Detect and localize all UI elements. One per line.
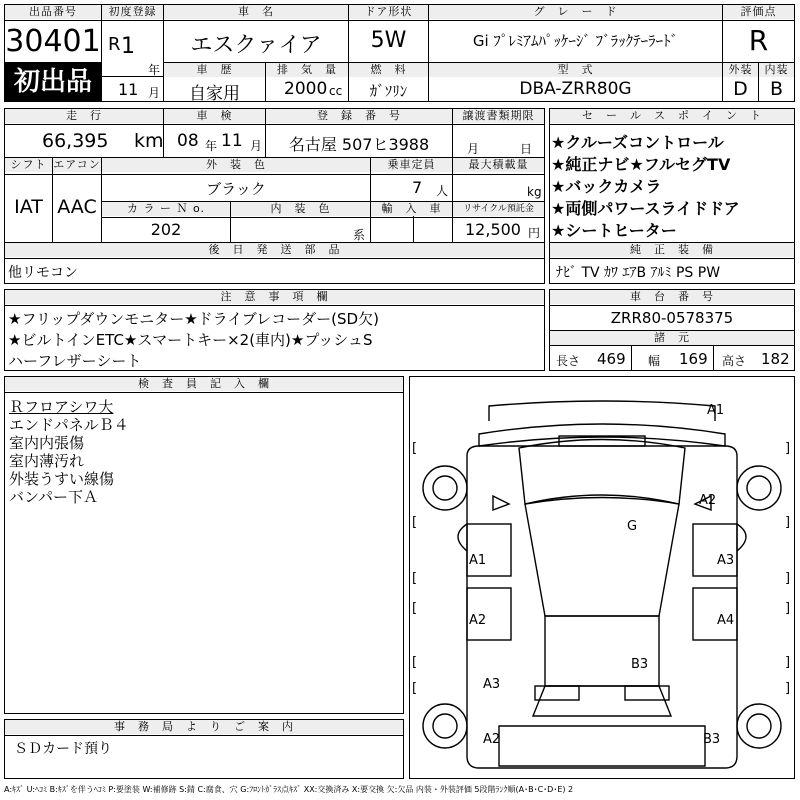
tailgate (499, 726, 705, 766)
fuel-label: 燃 料 (349, 63, 428, 77)
inspection-year: 08 (177, 131, 199, 151)
legend: A:ｷｽﾞ U:ﾍｺﾐ B:ｷｽﾞを伴うﾍｺﾐ P:要塗装 W:補修跡 S:錆 C:腐食、穴 G:ﾌﾛﾝﾄｶﾞﾗｽ点ｷｽﾞ XX:交換済み X:要交換 欠:欠品 内装・外装評価 5段階ﾗﾝｸ順(A･B･C･D･E) 2 (4, 785, 574, 794)
grade-label: グ レ ー ド (429, 5, 722, 19)
note-line: ★ビルトインETC★スマートキー×2(車内)★プッシュS (8, 331, 373, 349)
right-front-door (693, 524, 737, 576)
inspector-line: 室内内張傷 (9, 434, 85, 452)
mirror-left (493, 496, 509, 510)
wheel-fr (737, 466, 781, 510)
sales-point: ★クルーズコントロール (551, 133, 724, 152)
mileage-label: 走 行 (5, 109, 163, 123)
note-line: ハーフレザーシート (8, 352, 142, 370)
first-listing-badge: 初出品 (5, 63, 101, 101)
displacement: 2000 (284, 79, 328, 99)
height: 182 (761, 350, 790, 368)
plate-label: 登 録 番 号 (266, 109, 452, 123)
wheel-fl (423, 466, 467, 510)
capacity-unit: 人 (436, 184, 449, 198)
note-line: ★フリップダウンモニター★ドライブレコーダー(SD欠) (8, 310, 379, 328)
width-label: 幅 (648, 354, 661, 368)
damage-mark: G (627, 519, 638, 534)
car-name: エスクァイア (190, 33, 322, 58)
km-unit: km (134, 130, 164, 152)
bracket: ] (785, 571, 791, 586)
damage-mark: A4 (717, 613, 735, 628)
ac: AAC (57, 196, 97, 218)
sales-point: ★シートヒーター (551, 221, 677, 240)
rating-label: 評価点 (723, 5, 794, 19)
bracket: [ (412, 515, 418, 530)
inspector-line: 外装うすい線傷 (9, 470, 115, 488)
car-name-label: 車 名 (164, 5, 348, 19)
plate-number: 名古屋 507ヒ3988 (288, 135, 430, 154)
front-panel (479, 424, 725, 446)
era: R (108, 34, 121, 55)
damage-mark: A3 (483, 677, 501, 692)
load-unit: kg (527, 185, 542, 199)
bracket: ] (785, 441, 791, 456)
recycle-label: リサイクル預託金 (453, 202, 544, 216)
notes-label: 注 意 事 項 欄 (5, 290, 544, 304)
sales-point: ★バックカメラ (551, 177, 662, 196)
first-reg-label: 初度登録 (102, 5, 163, 19)
sales-points-label: セ ー ル ス ポ イ ン ト (550, 109, 794, 123)
bracket: [ (412, 441, 418, 456)
history-label: 車 歴 (164, 63, 265, 77)
inspection-month: 11 (221, 131, 243, 151)
inspection-month-unit: 月 (250, 139, 263, 153)
office-label: 事 務 局 よ り ご 案 内 (5, 720, 403, 734)
exterior-color: ブラック (206, 180, 266, 198)
later-parts: 他リモコン (8, 265, 78, 281)
model-label: 型 式 (429, 63, 722, 77)
cc-unit: cc (329, 84, 343, 98)
chassis-label: 車 台 番 号 (550, 290, 794, 304)
bracket: [ (412, 571, 418, 586)
ac-label: エアコン (53, 158, 101, 171)
color-label: 外 装 色 (102, 158, 370, 172)
office-note: ＳＤカード預り (14, 741, 112, 757)
inspector-line: Ｒフロアシワ大 (9, 398, 114, 416)
damage-mark: A1 (469, 553, 487, 568)
inspector-line: エンドパネルＢ４ (9, 416, 129, 434)
door-type: 5W (370, 28, 407, 53)
equipment: ﾅﾋﾞ TV ｶﾜ ｴｱB ｱﾙﾐ PS PW (556, 265, 721, 281)
car-diagram-svg (409, 376, 795, 779)
import-label: 輸 入 車 (371, 202, 452, 216)
inspector-label: 検 査 員 記 入 欄 (5, 377, 403, 391)
grade: Gi ﾌﾟﾚﾐｱﾑﾊﾟｯｹｰｼﾞ ﾌﾞﾗｯｸﾃｰﾗｰﾄﾞ (472, 32, 679, 50)
damage-mark: B3 (703, 732, 721, 747)
damage-mark: A2 (483, 732, 501, 747)
year-unit: 年 (148, 63, 161, 77)
max-load-label: 最大積載量 (453, 158, 544, 172)
int-grade: B (769, 78, 784, 100)
inspector-line: バンパー下Ａ (9, 488, 98, 506)
inspection-year-unit: 年 (205, 139, 218, 153)
damage-mark: A3 (717, 553, 735, 568)
bracket: [ (412, 655, 418, 670)
damage-mark: B3 (631, 657, 649, 672)
width: 169 (679, 350, 708, 368)
reg-month: 11 (118, 80, 139, 99)
rear-window (533, 686, 671, 716)
shift: IAT (14, 196, 43, 218)
bracket: [ (412, 681, 418, 696)
bracket: ] (785, 655, 791, 670)
front-bumper (489, 401, 715, 421)
bracket: ] (785, 601, 791, 616)
damage-mark: A2 (699, 493, 717, 508)
interior-color-label: 内 装 色 (231, 202, 370, 216)
fuel: ｶﾞｿﾘﾝ (369, 82, 408, 100)
dimensions-label: 諸 元 (550, 331, 794, 345)
model-code: DBA-ZRR80G (519, 79, 632, 99)
damage-mark: A1 (707, 403, 725, 418)
color-number-label: カ ラ ー Ｎ o. (102, 202, 230, 216)
left-front-door (467, 524, 511, 576)
color-number: 202 (150, 220, 182, 239)
damage-mark: A2 (469, 613, 487, 628)
sales-point: ★両側パワースライドドア (551, 199, 740, 218)
wheel-rl (423, 704, 467, 748)
length: 469 (597, 350, 626, 368)
later-parts-label: 後 日 発 送 部 品 (5, 243, 544, 257)
length-label: 長さ (556, 354, 581, 368)
capacity-label: 乗車定員 (371, 158, 452, 172)
lot-label: 出品番号 (5, 5, 101, 19)
door-label: ドア形状 (349, 5, 428, 19)
docs-deadline-label: 譲渡書類期限 (453, 109, 544, 123)
inspector-line: 室内薄汚れ (9, 452, 85, 470)
equipment-label: 純 正 装 備 (550, 243, 794, 257)
ext-grade-label: 外装 (723, 63, 758, 77)
capacity: 7 (412, 178, 423, 197)
shift-label: シフト (5, 158, 52, 172)
docs-day: 日 (520, 142, 533, 156)
roof (545, 616, 659, 686)
height-label: 高さ (722, 354, 747, 368)
recycle-fee: 12,500 (465, 220, 521, 239)
lot-number: 30401 (5, 24, 101, 59)
divider (4, 20, 795, 21)
interior-color-unit: 系 (353, 228, 366, 242)
bracket: ] (785, 515, 791, 530)
month-unit: 月 (148, 86, 161, 100)
inspection-label: 車 検 (164, 109, 265, 123)
history: 自家用 (189, 84, 240, 104)
chassis-number: ZRR80-0578375 (610, 309, 734, 327)
int-grade-label: 内装 (759, 63, 794, 77)
era-year: 1 (121, 34, 135, 59)
mileage: 66,395 (42, 130, 109, 152)
wheel-rr (737, 704, 781, 748)
yen-unit: 円 (528, 226, 541, 240)
sales-point: ★純正ナビ★フルセグTV (551, 155, 731, 174)
displacement-label: 排 気 量 (266, 63, 348, 77)
bracket: ] (785, 681, 791, 696)
windshield (525, 495, 679, 616)
docs-month: 月 (467, 142, 480, 156)
ext-grade: D (733, 78, 748, 100)
bracket: [ (412, 601, 418, 616)
rating: R (748, 24, 769, 57)
